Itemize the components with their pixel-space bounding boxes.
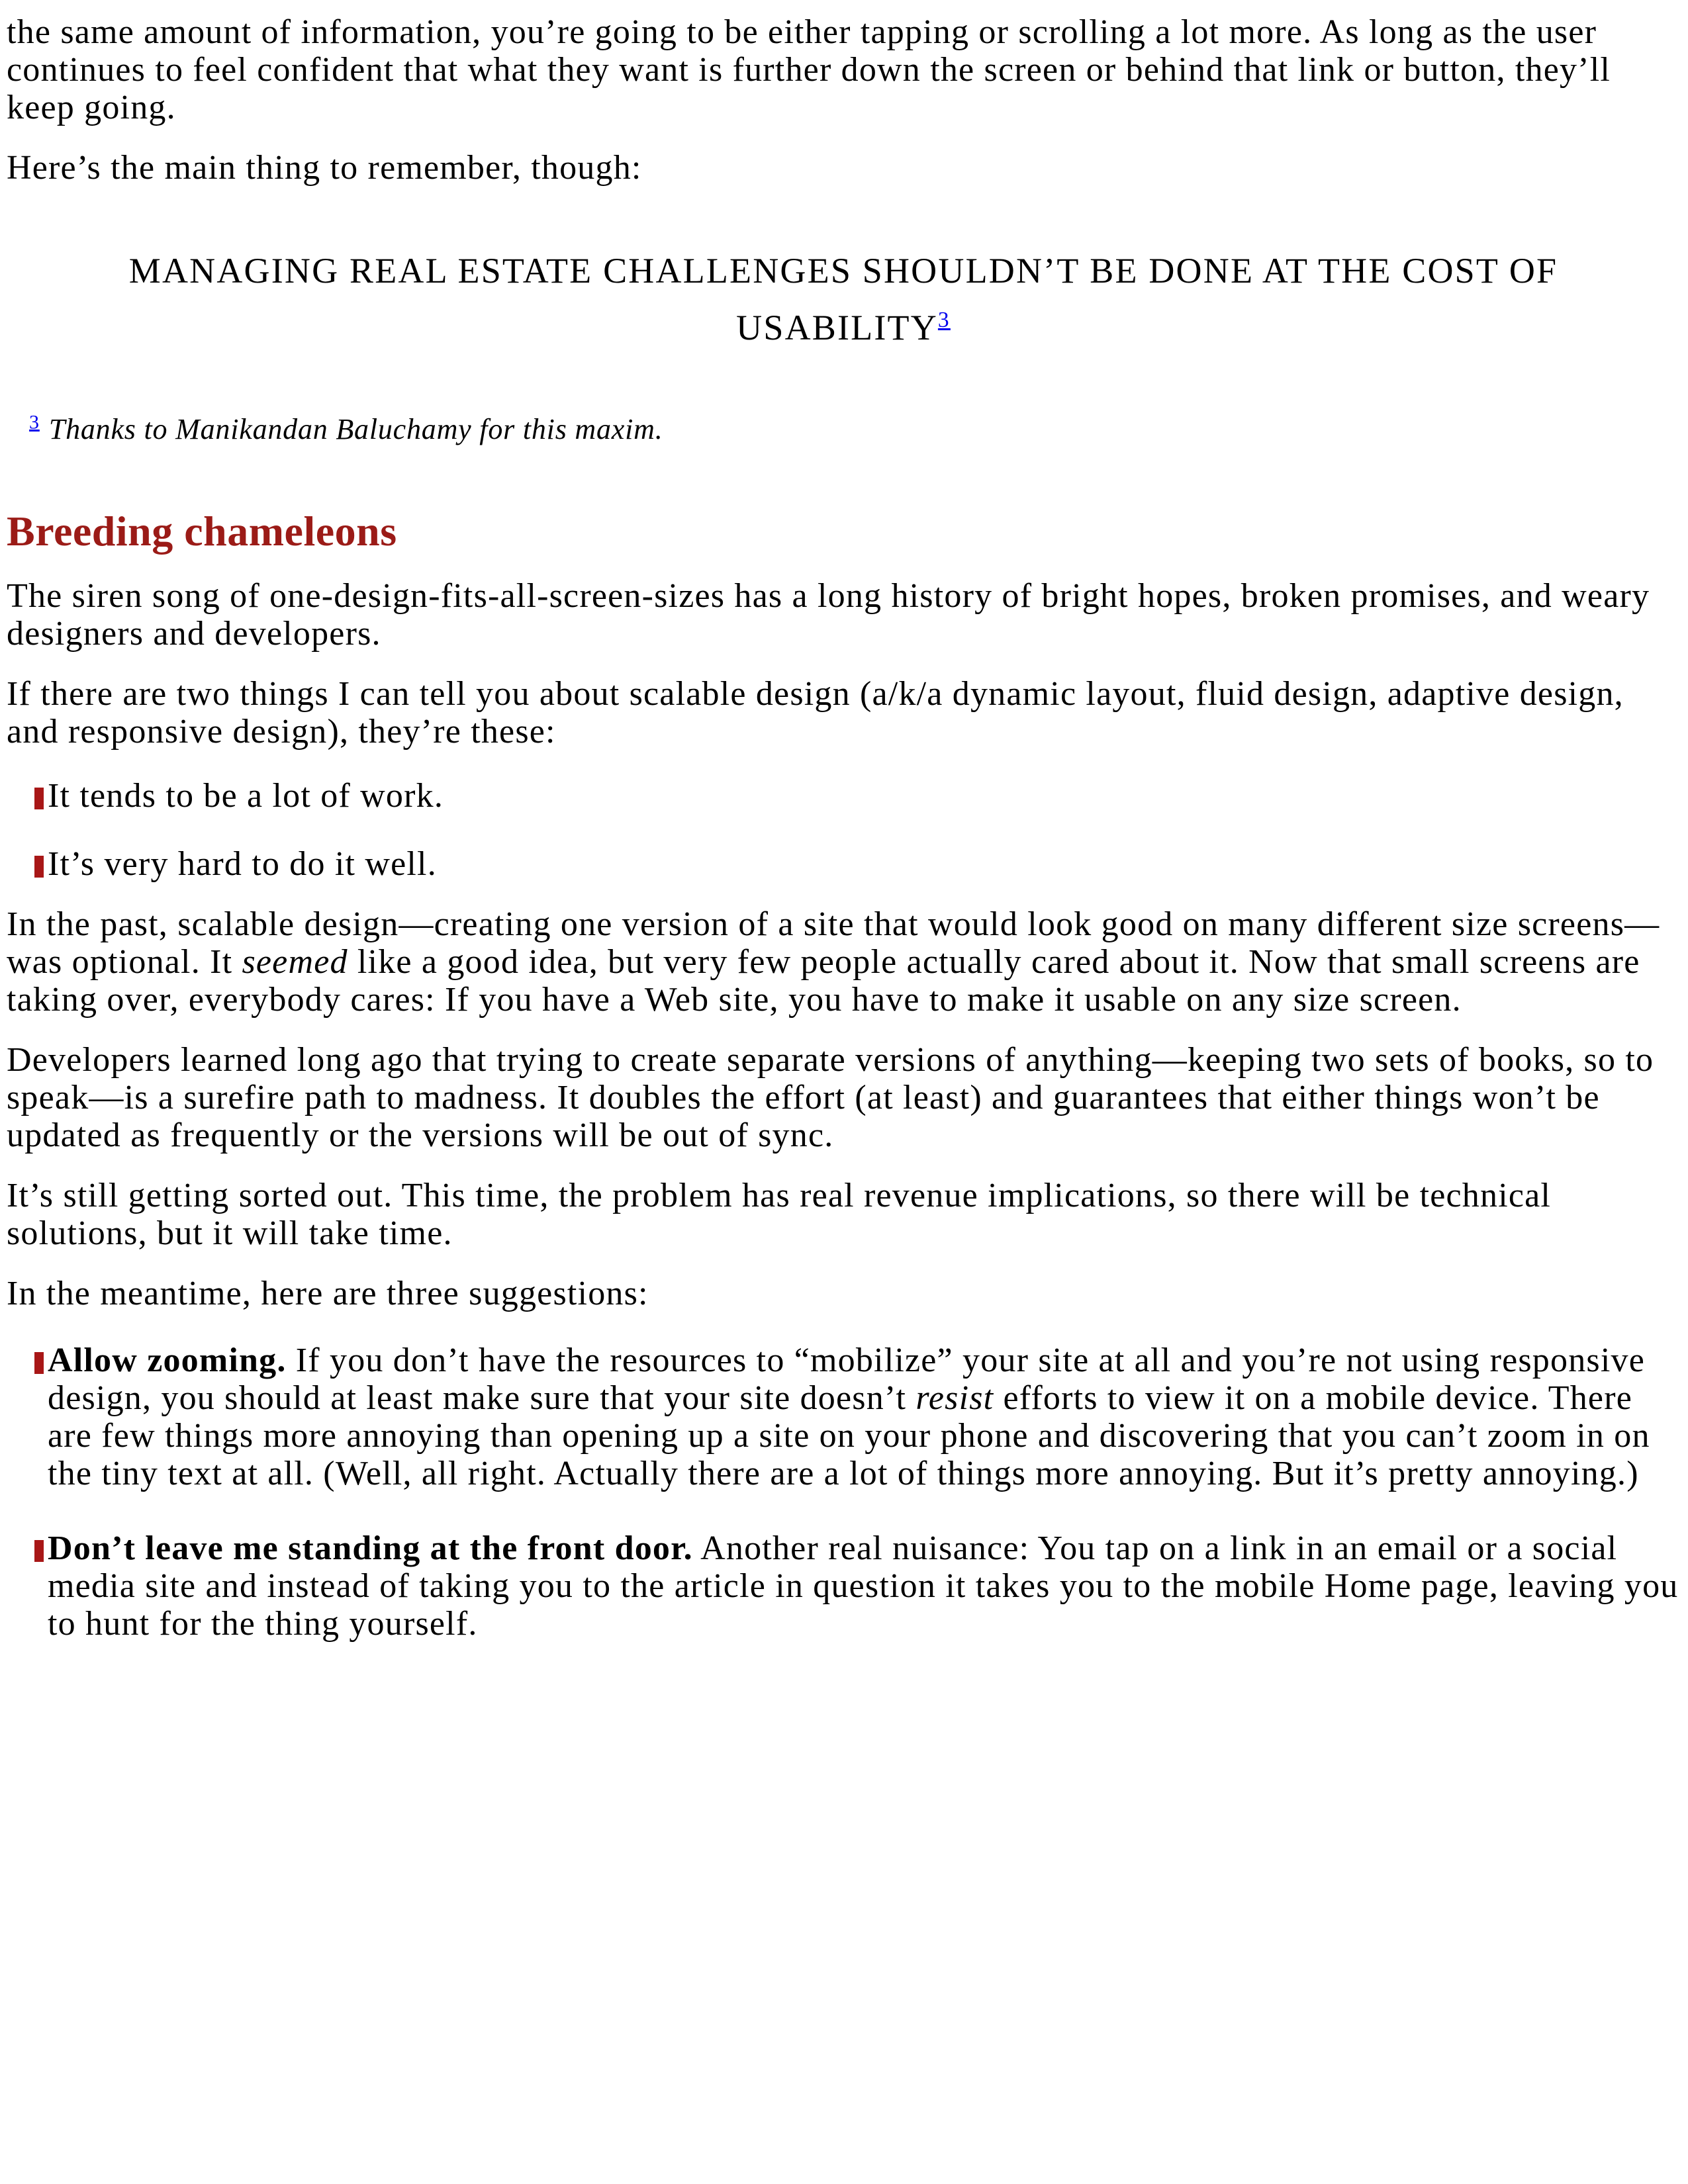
suggestions-list [7, 1342, 1680, 1643]
footnote-ref-link[interactable]: 3 [937, 308, 951, 332]
paragraph-run: like a good idea, but very few people actually cared about it. Now that small screens are taking over, everybody cares: If you have a Web site, you have to make it usable on any size screen. [7, 943, 1640, 1019]
italic-emphasis: resist [915, 1379, 994, 1417]
suggestion-item [7, 1342, 1680, 1492]
suggestion-text: Another real nuisance: You tap on a link in an email or a social media site and instead of taking you to the article in question it takes you to the mobile Home page, leaving you to hunt for the thing yourself. [48, 1529, 1679, 1643]
suggestion-item [7, 1529, 1680, 1643]
section-heading: Breeding chameleons [7, 508, 397, 555]
paragraph-main-thing: Here’s the main thing to remember, though: [7, 149, 642, 187]
list-item-text: It tends to be a lot of work. [48, 777, 444, 815]
italic-emphasis: seemed [242, 943, 348, 981]
bullet-marker-icon [34, 1352, 44, 1374]
things-list [7, 777, 1680, 883]
paragraph-meantime: In the meantime, here are three suggestions: [7, 1275, 649, 1312]
paragraph-developers: Developers learned long ago that trying to create separate versions of anything—keeping two sets of books, so to speak—is a surefire path to madness. It doubles the effort (at least) and guarantees that either things won’t be updated as frequently or the versions will be out of sync. [7, 1041, 1654, 1154]
footnote-number-link[interactable]: 3 [29, 411, 40, 433]
list-item [7, 777, 1680, 815]
pull-quote-text: MANAGING REAL ESTATE CHALLENGES SHOULDN’T BE DONE AT THE COST OF USABILITY [128, 251, 1558, 347]
paragraph-run: In the past, scalable design—creating one version of a site that would look good on many different size screens—was optional. It [7, 905, 1660, 981]
suggestion-lead-bold: Don’t leave me standing at the front door. [48, 1529, 693, 1567]
paragraph-in-the-past [7, 905, 1680, 1019]
bullet-marker-icon [34, 856, 44, 878]
footnote-text: Thanks to Manikandan Baluchamy for this maxim. [48, 413, 663, 445]
suggestion-text: efforts to view it on a mobile device. There are few things more annoying than opening up a site on your phone and discovering that you can’t zoom in on the tiny text at all. (Well, all right. Actually there are a lot of things more annoying. But it’s pretty annoying.) [48, 1379, 1650, 1492]
suggestion-lead-bold: Allow zooming. [48, 1342, 287, 1379]
bullet-marker-icon [34, 788, 44, 809]
list-item [7, 845, 1680, 883]
paragraph-siren-song: The siren song of one-design-fits-all-screen-sizes has a long history of bright hopes, broken promises, and weary designers and developers. [7, 577, 1650, 653]
paragraph-continuation: the same amount of information, you’re going to be either tapping or scrolling a lot more. As long as the user continues to feel confident that what they want is further down the screen or behind that link or button, they’ll keep going. [7, 13, 1611, 126]
bullet-marker-icon [34, 1540, 44, 1562]
paragraph-two-things: If there are two things I can tell you about scalable design (a/k/a dynamic layout, fluid design, adaptive design, and responsive design), they’re these: [7, 675, 1624, 751]
paragraph-sorted-out: It’s still getting sorted out. This time, the problem has real revenue implications, so there will be technical solutions, but it will take time. [7, 1177, 1552, 1252]
suggestion-text: If you don’t have the resources to “mobilize” your site at all and you’re not using responsive design, you should at least make sure that your site doesn’t [48, 1342, 1645, 1417]
pull-quote [53, 242, 1634, 356]
list-item-text: It’s very hard to do it well. [48, 845, 437, 883]
footnote [29, 413, 1680, 446]
